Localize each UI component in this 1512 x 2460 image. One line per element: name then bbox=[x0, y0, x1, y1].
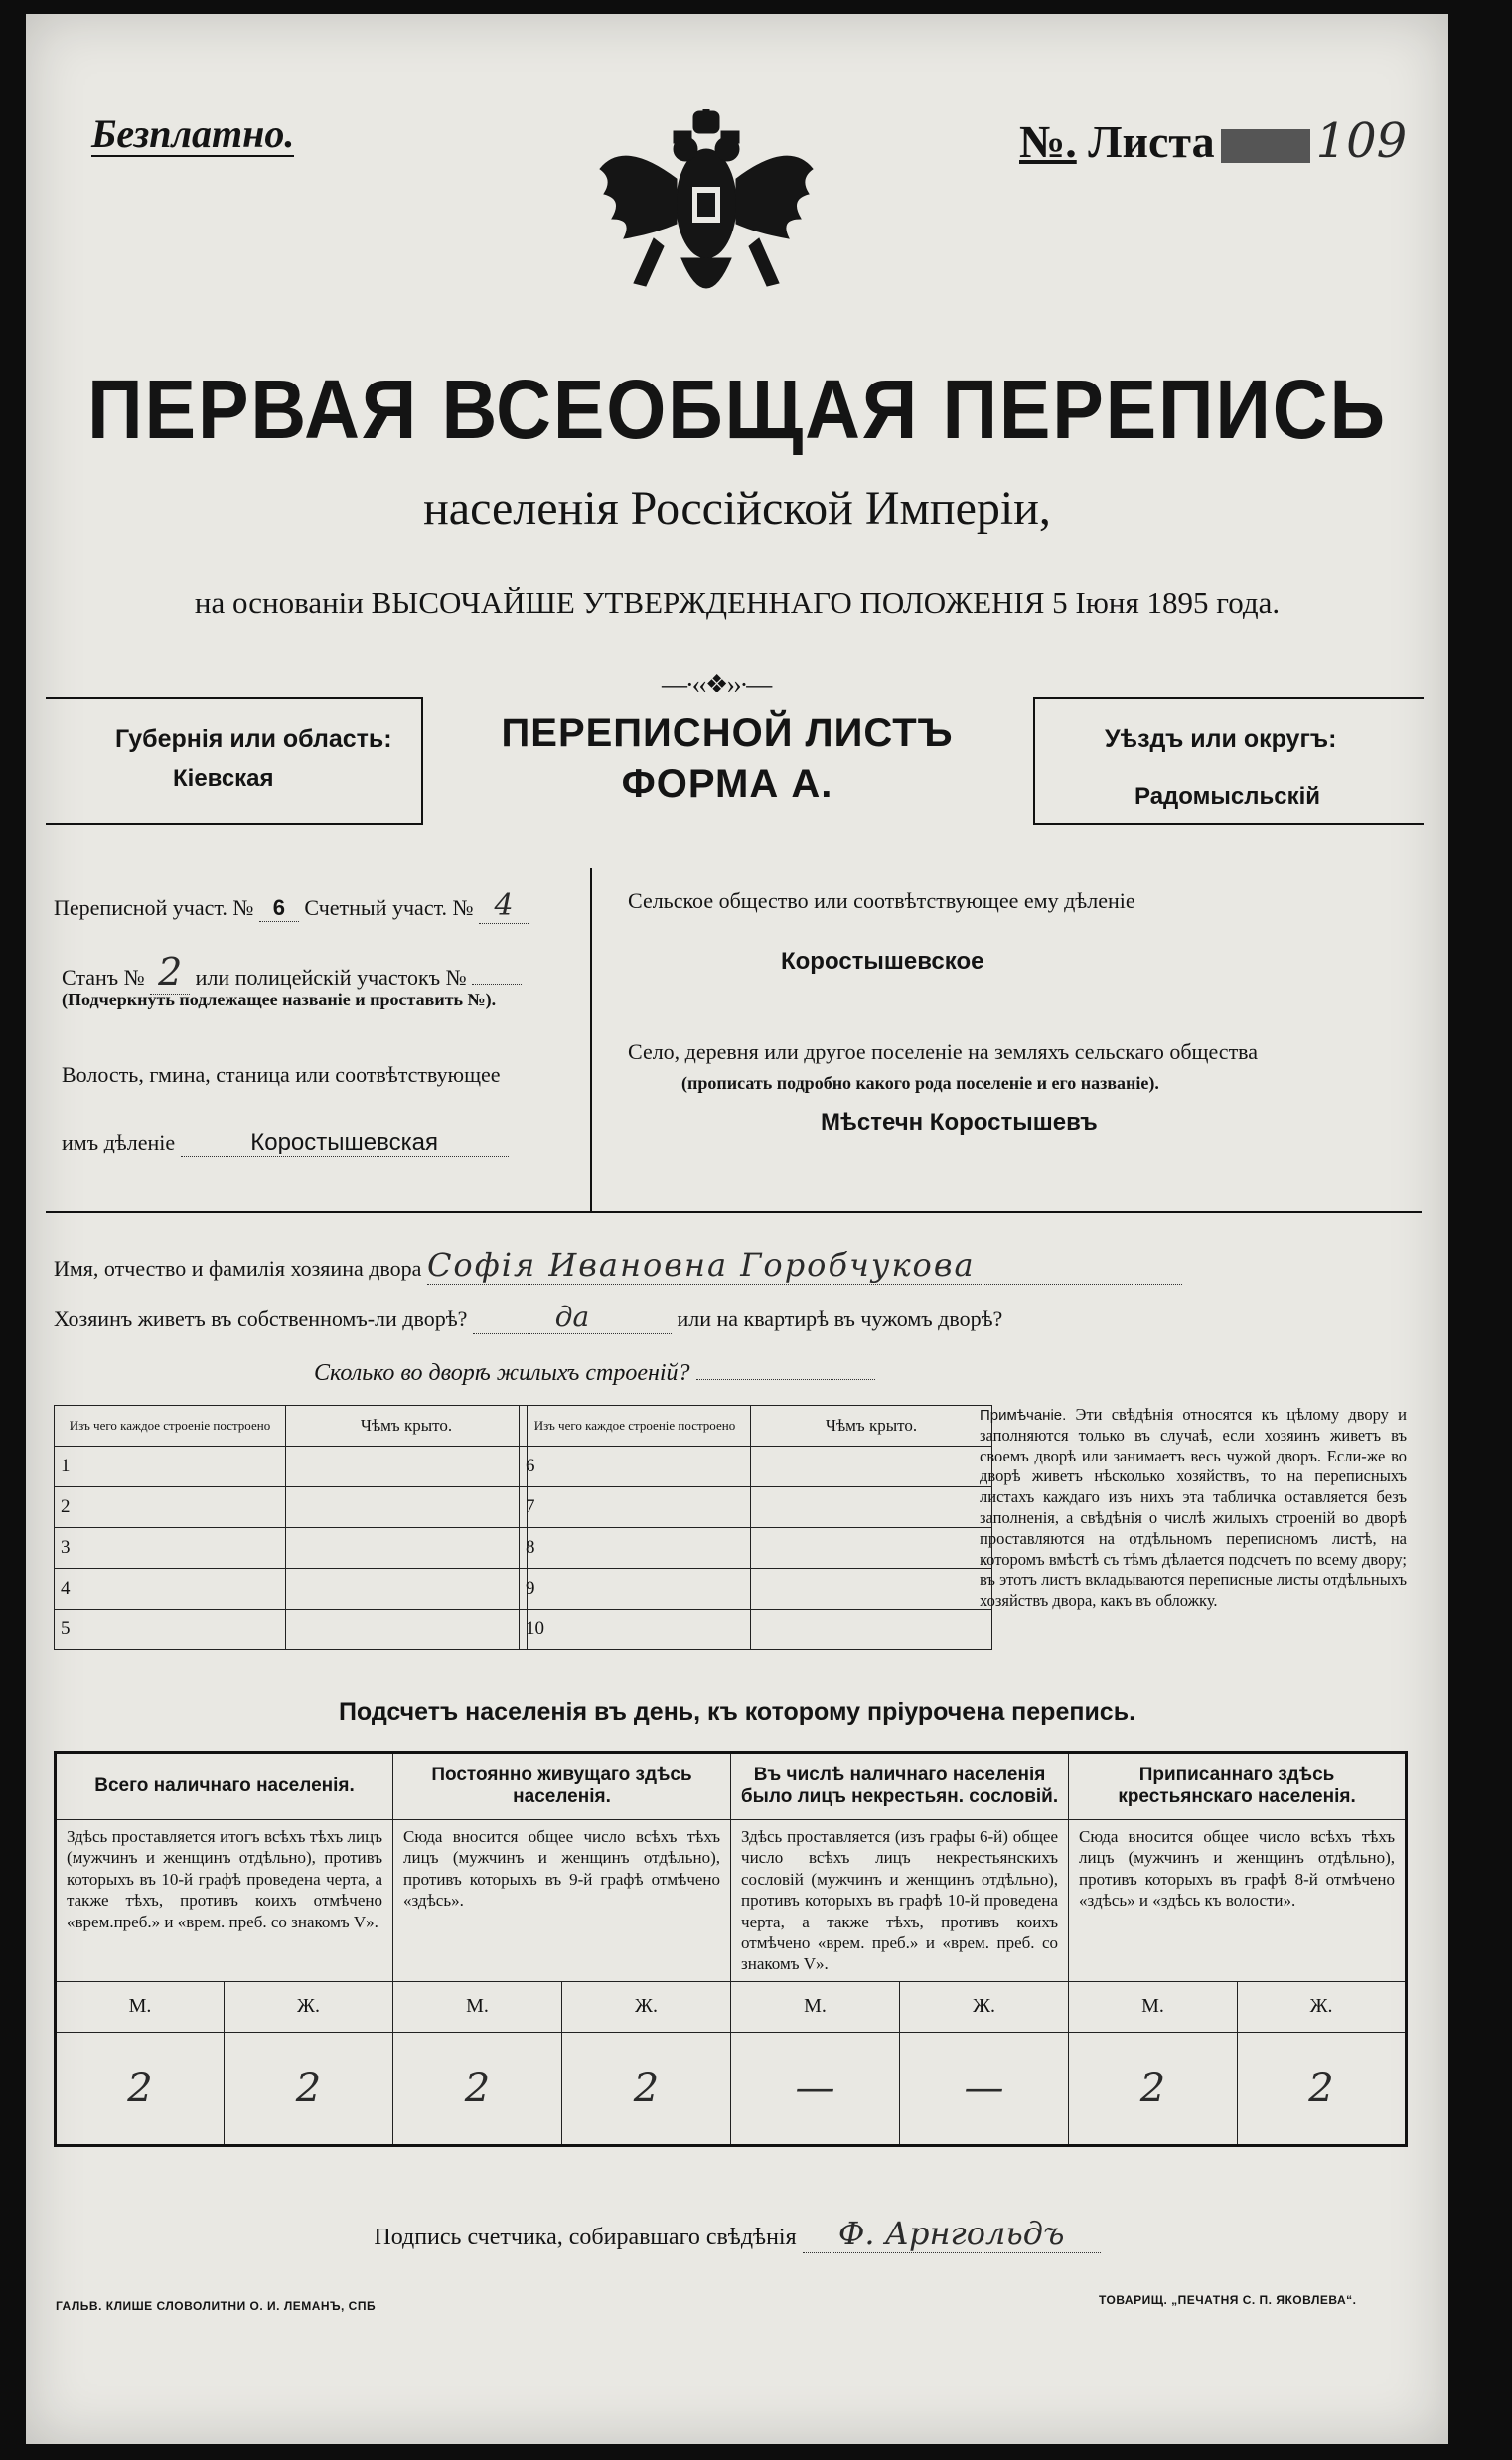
buildings-col-material: Изъ чего каждое строеніе построено bbox=[520, 1406, 751, 1447]
count-col-head: Въ числѣ наличнаго населенія было лицъ некрестьян. сословій. bbox=[731, 1753, 1069, 1820]
province-value: Кіевская bbox=[173, 765, 274, 792]
count-value: 2 bbox=[393, 2032, 562, 2145]
district-box bbox=[1033, 697, 1424, 825]
building-row-num: 8 bbox=[520, 1528, 751, 1569]
ornament-divider: —·‹‹❖››·— bbox=[662, 670, 771, 698]
count-col-head: Приписаннаго здѣсь крестьянскаго населенія. bbox=[1069, 1753, 1407, 1820]
village-label: Село, деревня или другое поселеніе на земляхъ сельскаго общества bbox=[628, 1039, 1259, 1064]
male-label: М. bbox=[393, 1981, 562, 2032]
village-value: Мѣстечн Коростышевъ bbox=[821, 1109, 1098, 1136]
signature-value: Ф. Арнгольдъ bbox=[803, 2215, 1101, 2253]
signature-label: Подпись счетчика, собиравшаго свѣдѣнія bbox=[374, 2225, 797, 2250]
count-col-head: Всего наличнаго населенія. bbox=[56, 1753, 393, 1820]
volost-value: Коростышевская bbox=[181, 1129, 509, 1157]
police-value-line bbox=[472, 984, 522, 985]
sheet-number bbox=[1019, 113, 1407, 169]
buildings-label: Сколько во дворѣ жилыхъ строеній? bbox=[314, 1360, 690, 1386]
ownership-label: Хозяинъ живетъ въ собственномъ-ли дворѣ? bbox=[54, 1307, 468, 1331]
owner-name-field bbox=[54, 1246, 1182, 1285]
stan-field bbox=[62, 950, 522, 995]
note-text: Эти свѣдѣнія относятся къ цѣлому двору и заполняются только въ случаѣ, если хозяинъ живетъ въ своемъ дворѣ или занимаетъ весь чужой дворъ. Если-же во дворѣ живетъ нѣсколько хозяйствъ, то на переписныхъ листахъ каждаго изъ нихъ эта табличка оставляется безъ заполненія, а свѣдѣнія о числѣ жилыхъ строеній во дворѣ проставляются на отдѣльномъ переписномъ листѣ, на которомъ вмѣстѣ съ тѣмъ дѣлается подсчетъ по всему двору; въ этотъ листъ вкладываются переписные листы отдѣльныхъ хозяйствъ двора, какъ въ обложку. bbox=[980, 1405, 1407, 1611]
building-row-num: 4 bbox=[55, 1569, 286, 1610]
census-section-value: 6 bbox=[259, 895, 299, 922]
police-label: или полицейскій участокъ № bbox=[195, 965, 467, 990]
count-col-desc: Сюда вносится общее число всѣхъ тѣхъ лицъ (мужчинъ и женщинъ отдѣльно), противъ которыхъ въ 9-й графѣ отмѣчено «здѣсь». bbox=[393, 1820, 731, 1982]
underline-note: (Подчеркнуть подлежащее названіе и проставить №). bbox=[62, 990, 497, 1009]
owner-name-value: Софія Ивановна Горобчукова bbox=[427, 1246, 1182, 1285]
form-subtitle: ФОРМА А. bbox=[621, 762, 833, 806]
count-col-desc: Здѣсь проставляется итогъ всѣхъ тѣхъ лицъ (мужчинъ и женщинъ отдѣльно), противъ которыхъ въ 10-й графѣ проведена черта, а также тѣхъ, противъ коихъ отмѣчено «врем.преб.» и «врем. преб. со знакомъ V». bbox=[56, 1820, 393, 1982]
note-title: Примѣчаніе. bbox=[980, 1407, 1067, 1424]
male-label: М. bbox=[56, 1981, 225, 2032]
building-row-num: 10 bbox=[520, 1610, 751, 1650]
crossed-out-number bbox=[1221, 129, 1310, 163]
society-label: Сельское общество или соотвѣтствующее ему дѣленіе bbox=[628, 888, 1135, 913]
volost-label-2: имъ дѣленіе bbox=[62, 1130, 176, 1154]
district-label: Уѣздъ или округъ: bbox=[1105, 725, 1337, 753]
buildings-question bbox=[314, 1360, 875, 1387]
free-label: Безплатно. bbox=[91, 111, 295, 156]
census-section-field bbox=[54, 888, 529, 924]
buildings-col-roof: Чѣмъ крыто. bbox=[751, 1406, 992, 1447]
sheet-label: Листа bbox=[1088, 116, 1215, 167]
footer-left: ГАЛЬВ. КЛИШЕ СЛОВОЛИТНИ О. И. ЛЕМАНЪ, СПБ bbox=[56, 2299, 377, 2313]
building-row-num: 6 bbox=[520, 1447, 751, 1487]
count-value: 2 bbox=[1069, 2032, 1238, 2145]
society-value: Коростышевское bbox=[781, 948, 984, 975]
count-value: — bbox=[900, 2032, 1069, 2145]
sheet-no-prefix: №. bbox=[1019, 116, 1077, 167]
vertical-divider bbox=[590, 868, 592, 1211]
stan-value: 2 bbox=[150, 950, 190, 995]
count-value: 2 bbox=[562, 2032, 731, 2145]
count-col-head: Постоянно живущаго здѣсь населенія. bbox=[393, 1753, 731, 1820]
volost-field bbox=[62, 1129, 509, 1157]
male-label: М. bbox=[1069, 1981, 1238, 2032]
building-row-num: 7 bbox=[520, 1487, 751, 1528]
legal-basis: на основаніи ВЫСОЧАЙШЕ УТВЕРЖДЕННАГО ПОЛОЖЕНІЯ 5 Іюня 1895 года. bbox=[194, 585, 1281, 620]
building-row-num: 2 bbox=[55, 1487, 286, 1528]
population-count-table bbox=[54, 1751, 1408, 2147]
note-block bbox=[980, 1405, 1407, 1612]
count-section-value: 4 bbox=[479, 888, 529, 924]
stan-label: Станъ № bbox=[62, 965, 145, 990]
census-section-label: Переписной участ. № bbox=[54, 895, 254, 920]
building-row-num: 1 bbox=[55, 1447, 286, 1487]
province-box bbox=[46, 697, 423, 825]
buildings-col-material: Изъ чего каждое строеніе построено bbox=[55, 1406, 286, 1447]
ownership-value: да bbox=[473, 1301, 672, 1334]
count-col-desc: Сюда вносится общее число всѣхъ тѣхъ лицъ (мужчинъ и женщинъ отдѣльно), противъ которыхъ въ графѣ 8-й отмѣчено «здѣсь» и «здѣсь къ волости». bbox=[1069, 1820, 1407, 1982]
census-sheet bbox=[26, 14, 1448, 2444]
village-note: (прописать подробно какого рода поселеніе и его названіе). bbox=[681, 1073, 1159, 1093]
buildings-table-1-5 bbox=[54, 1405, 528, 1650]
count-value: 2 bbox=[1238, 2032, 1407, 2145]
building-row-num: 9 bbox=[520, 1569, 751, 1610]
main-title: ПЕРВАЯ ВСЕОБЩАЯ ПЕРЕПИСЬ bbox=[87, 363, 1387, 456]
male-label: М. bbox=[731, 1981, 900, 2032]
ownership-field bbox=[54, 1301, 1002, 1334]
footer-right: ТОВАРИЩ. „ПЕЧАТНЯ С. П. ЯКОВЛЕВА“. bbox=[1099, 2293, 1357, 2307]
volost-label: Волость, гмина, станица или соотвѣтствующее bbox=[62, 1062, 501, 1087]
rent-label: или на квартирѣ въ чужомъ дворѣ? bbox=[677, 1307, 1003, 1331]
female-label: Ж. bbox=[1238, 1981, 1407, 2032]
form-title-box bbox=[423, 697, 1031, 807]
buildings-value-line bbox=[696, 1379, 875, 1380]
province-label: Губернія или область: bbox=[115, 725, 392, 753]
building-row-num: 5 bbox=[55, 1610, 286, 1650]
building-row-num: 3 bbox=[55, 1528, 286, 1569]
count-col-desc: Здѣсь проставляется (изъ графы 6-й) общее число всѣхъ лицъ некрестьянскихъ сословій (мужчинъ и женщинъ отдѣльно), противъ которыхъ въ графѣ 10-й проведена черта, а также тѣхъ, противъ коихъ отмѣчено «врем. преб.» и «врем. преб. со знакомъ V». bbox=[731, 1820, 1069, 1982]
imperial-eagle-emblem bbox=[594, 109, 819, 322]
subtitle: населенія Россійской Имперіи, bbox=[423, 482, 1051, 535]
district-value: Радомысльскій bbox=[1134, 783, 1320, 810]
buildings-col-roof: Чѣмъ крыто. bbox=[286, 1406, 528, 1447]
female-label: Ж. bbox=[225, 1981, 393, 2032]
signature-field bbox=[26, 2215, 1448, 2253]
count-value: 2 bbox=[56, 2032, 225, 2145]
buildings-table-6-10 bbox=[519, 1405, 992, 1650]
count-value: 2 bbox=[225, 2032, 393, 2145]
form-title: ПЕРЕПИСНОЙ ЛИСТЪ bbox=[501, 711, 954, 755]
count-section-label: Счетный участ. № bbox=[304, 895, 474, 920]
count-value: — bbox=[731, 2032, 900, 2145]
female-label: Ж. bbox=[900, 1981, 1069, 2032]
female-label: Ж. bbox=[562, 1981, 731, 2032]
sheet-no-value: 109 bbox=[1315, 113, 1408, 169]
horizontal-rule bbox=[46, 1211, 1422, 1213]
count-title: Подсчетъ населенія въ день, къ которому пріурочена перепись. bbox=[338, 1698, 1136, 1726]
owner-name-label: Имя, отчество и фамилія хозяина двора bbox=[54, 1256, 422, 1281]
region-header bbox=[46, 697, 1422, 825]
